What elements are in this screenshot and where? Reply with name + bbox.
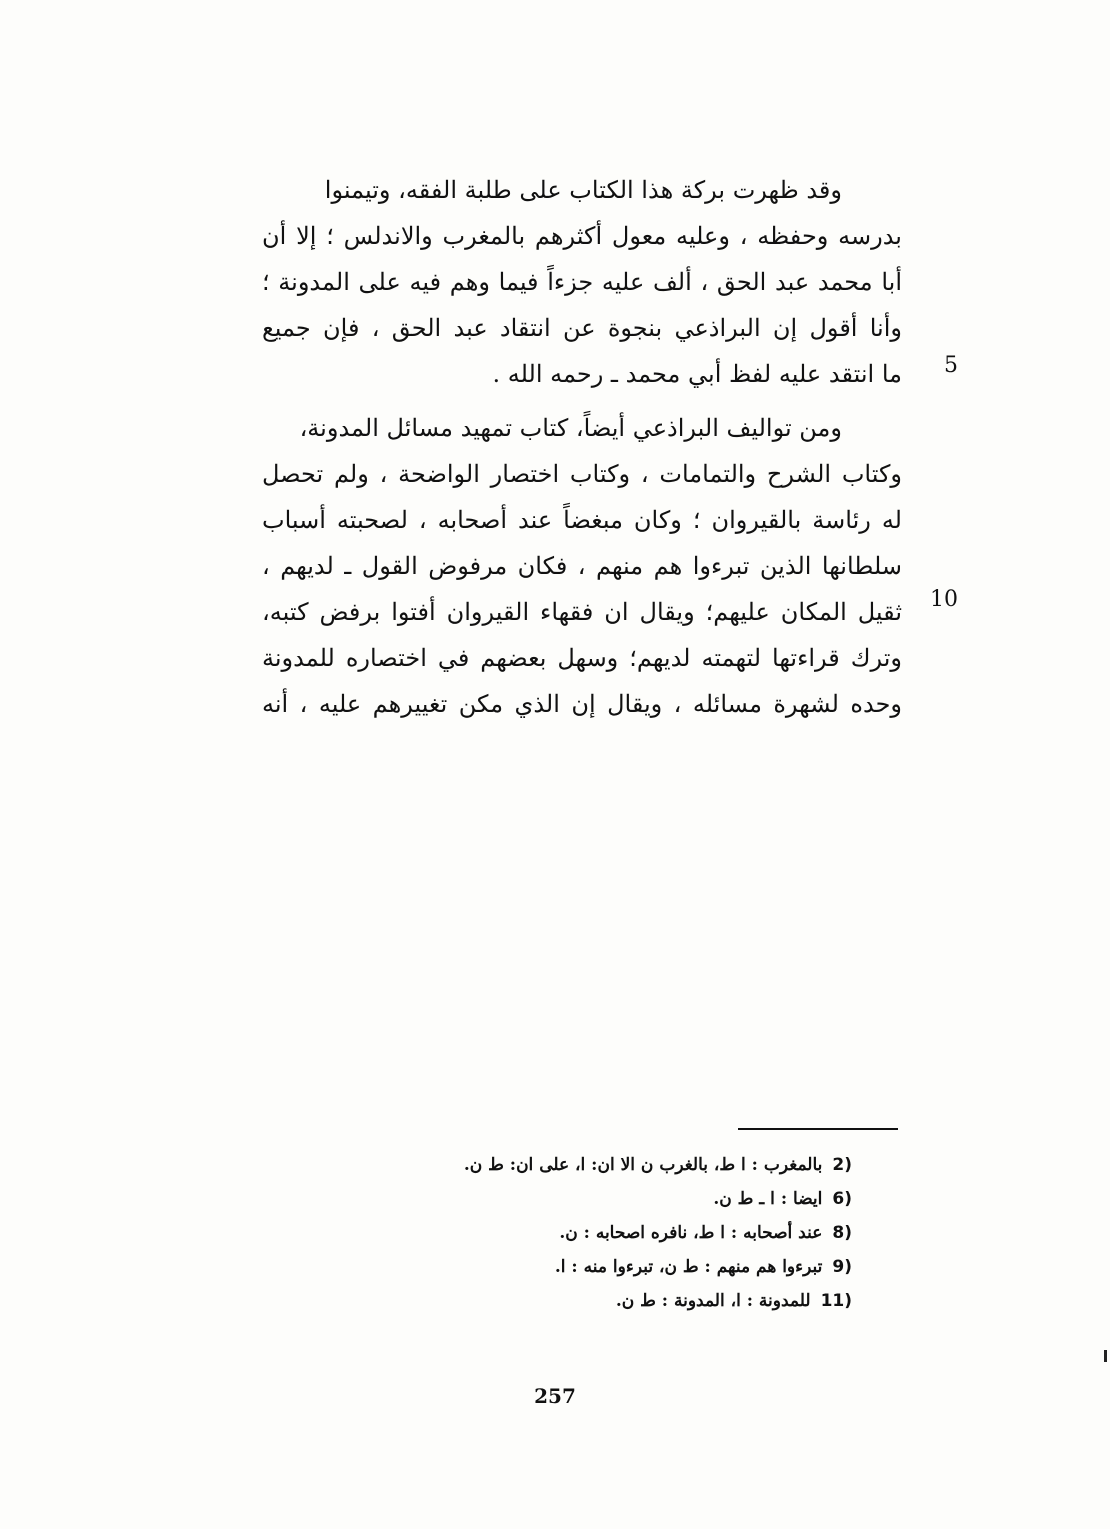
footnote-item bbox=[555, 1252, 852, 1282]
footnote-number: 2) bbox=[832, 1155, 852, 1175]
footnote-number: 6) bbox=[832, 1189, 852, 1209]
footnote-number: 8) bbox=[832, 1223, 852, 1243]
text-line: سلطانها الذين تبرءوا هم منهم ، فكان مرفوض القول ـ لديهم ، bbox=[262, 552, 902, 580]
text-line: وأنا أقول إن البراذعي بنجوة عن انتقاد عبد الحق ، فإن جميع bbox=[262, 314, 902, 342]
line-number-10: 10 bbox=[930, 587, 958, 612]
footnote-item bbox=[713, 1184, 852, 1214]
footnote-text: للمدونة : ا، المدونة : ط ن. bbox=[615, 1291, 811, 1311]
footnote-divider bbox=[738, 1128, 898, 1130]
line-number-5: 5 bbox=[944, 353, 958, 378]
text-line: ما انتقد عليه لفظ أبي محمد ـ رحمه الله . bbox=[492, 360, 902, 388]
footnote-text: تبرءوا هم منهم : ط ن، تبرءوا منه : ا. bbox=[554, 1257, 823, 1277]
footnote-item bbox=[559, 1218, 852, 1248]
page-number: 257 bbox=[534, 1384, 576, 1408]
footnote-text: ايضا : ا ـ ط ن. bbox=[713, 1189, 823, 1209]
footnote-number: 9) bbox=[832, 1257, 852, 1277]
footnote-text: بالمغرب : ا ط، بالغرب ن الا ان: ا، على ان: ط ن. bbox=[463, 1155, 823, 1175]
footnote-item bbox=[464, 1150, 852, 1180]
text-line: ثقيل المكان عليهم؛ ويقال ان فقهاء القيروان أفتوا برفض كتبه، bbox=[262, 598, 902, 626]
text-line: وكتاب الشرح والتمامات ، وكتاب اختصار الواضحة ، ولم تحصل bbox=[262, 460, 902, 488]
text-line: وقد ظهرت بركة هذا الكتاب على طلبة الفقه، وتيمنوا bbox=[324, 176, 842, 204]
text-line: وترك قراءتها لتهمته لديهم؛ وسهل بعضهم في اختصاره للمدونة bbox=[262, 644, 902, 672]
footnote-text: عند أصحابه : ا ط، نافره اصحابه : ن. bbox=[559, 1223, 823, 1243]
text-line: بدرسه وحفظه ، وعليه معول أكثرهم بالمغرب والاندلس ؛ إلا أن bbox=[262, 222, 902, 250]
text-line: أبا محمد عبد الحق ، ألف عليه جزءاً فيما وهم فيه على المدونة ؛ bbox=[262, 268, 902, 296]
scan-speck bbox=[1104, 1350, 1107, 1362]
footnote-item bbox=[616, 1286, 852, 1316]
text-line: وحده لشهرة مسائله ، ويقال إن الذي مكن تغييرهم عليه ، أنه bbox=[262, 690, 902, 718]
text-line: ومن تواليف البراذعي أيضاً، كتاب تمهيد مسائل المدونة، bbox=[299, 414, 842, 442]
footnote-number: 11) bbox=[820, 1291, 852, 1311]
text-line: له رئاسة بالقيروان ؛ وكان مبغضاً عند أصحابه ، لصحبته أسباب bbox=[262, 506, 902, 534]
